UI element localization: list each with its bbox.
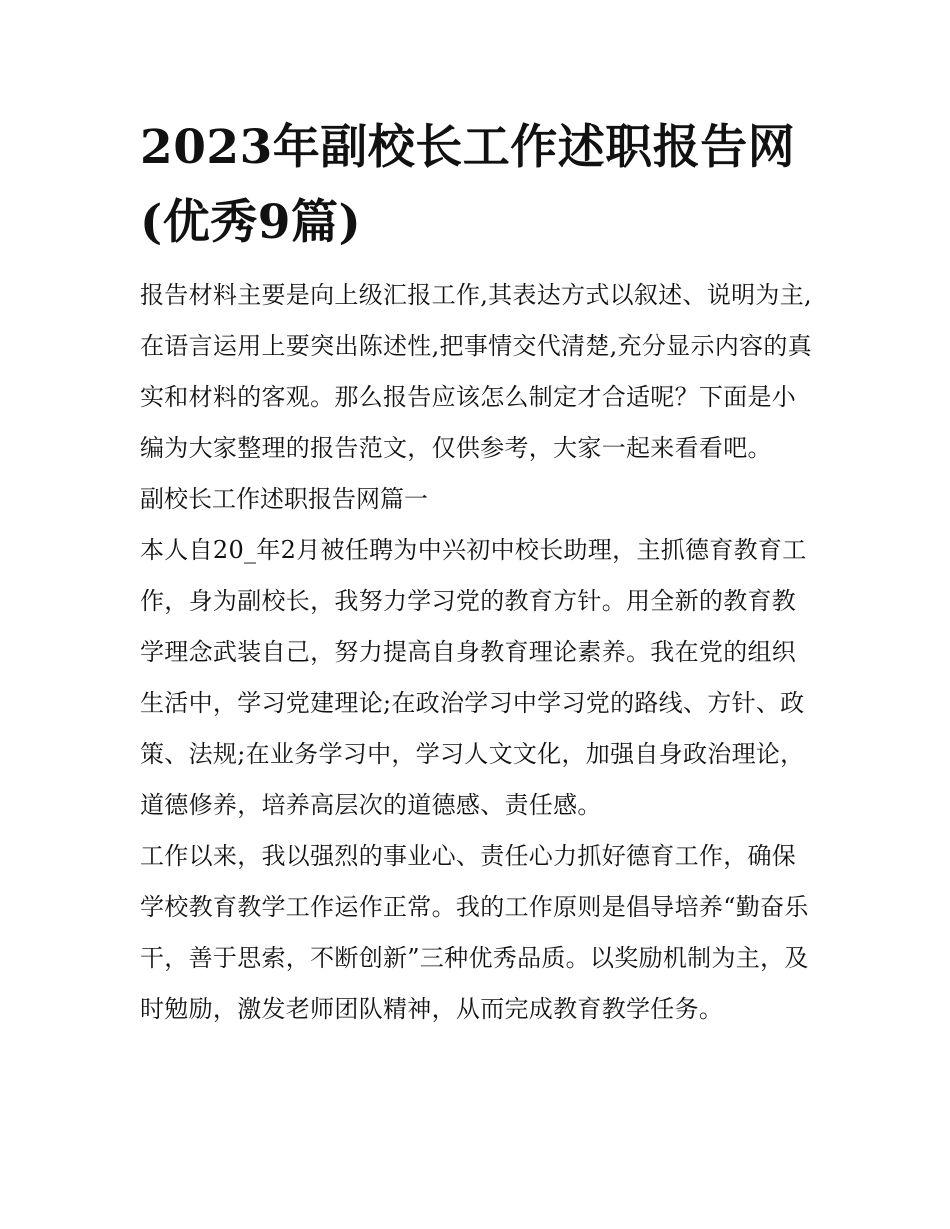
body-paragraph-2: 工作以来，我以强烈的事业心、责任心力抓好德育工作，确保学校教育教学工作运作正常。我的工作原则是倡导培养“勤奋乐干，善于思索，不断创新”三种优秀品质。以奖励机制为主，及时勉励，激发老师团队精神，从而完成教育教学任务。 bbox=[140, 842, 809, 1023]
intro-paragraph: 报告材料主要是向上级汇报工作,其表达方式以叙述、说明为主,在语言运用上要突出陈述性,把事情交代清楚,充分显示内容的真实和材料的客观。那么报告应该怎么制定才合适呢？下面是小编为大家整理的报告范文，仅供参考，大家一起来看看吧。 bbox=[140, 281, 812, 462]
section-heading: 副校长工作述职报告网篇一 bbox=[140, 485, 428, 513]
body-paragraph-1: 本人自20_年2月被任聘为中兴初中校长助理，主抓德育教育工作，身为副校长，我努力学习党的教育方针。用全新的教育教学理念武装自己，努力提高自身教育理论素养。我在党的组织生活中，学习党建理论;在政治学习中学习党的路线、方针、政策、法规;在业务学习中，学习人文文化，加强自身政治理论，道德修养，培养高层次的道德感、责任感。 bbox=[140, 536, 807, 819]
document-page bbox=[140, 110, 820, 1035]
document-title: 2023年副校长工作述职报告网(优秀9篇) bbox=[140, 120, 796, 250]
